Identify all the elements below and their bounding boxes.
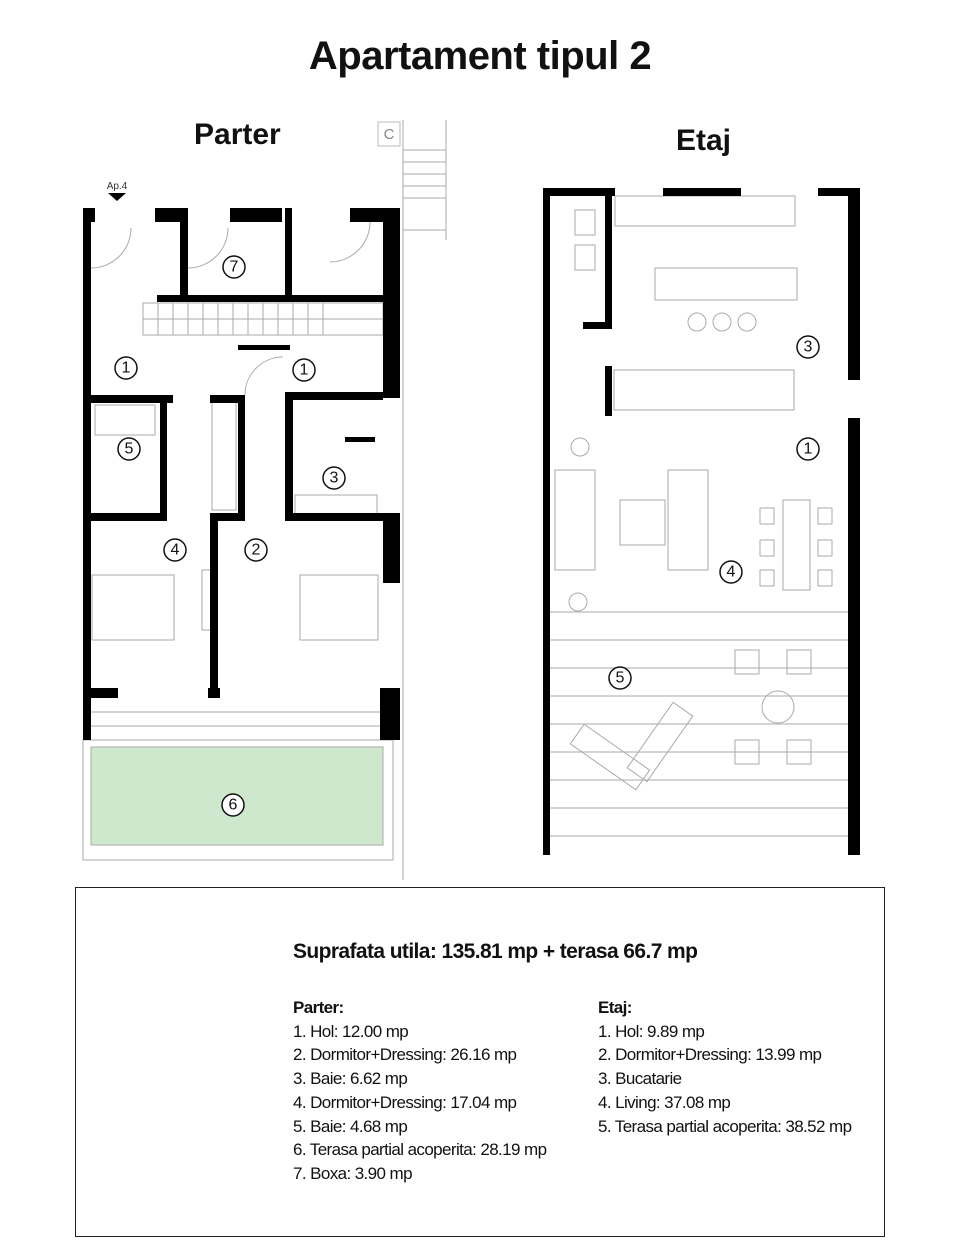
room-marker — [720, 561, 742, 583]
list-item: 3. Baie: 6.62 mp — [293, 1069, 408, 1089]
room-marker — [115, 357, 137, 379]
room-marker — [223, 256, 245, 278]
svg-text:6: 6 — [228, 796, 238, 814]
ground-floor-area-list — [293, 996, 546, 1186]
section-mark: C — [383, 126, 395, 143]
room-marker — [293, 359, 315, 381]
list-heading: Parter: — [293, 998, 344, 1017]
page-title: Apartament tipul 2 — [308, 34, 652, 78]
ground-floor-walls — [83, 208, 400, 740]
interior-stairs — [143, 303, 383, 335]
room-marker — [323, 467, 345, 489]
svg-text:4: 4 — [726, 563, 736, 581]
exterior-stairs — [403, 150, 446, 230]
room-marker — [797, 438, 819, 460]
upper-floor-heading: Etaj — [676, 124, 732, 157]
entrance-label: Ap.4 — [106, 181, 128, 192]
list-item: 1. Hol: 12.00 mp — [293, 1021, 409, 1041]
room-marker — [797, 336, 819, 358]
svg-text:1: 1 — [803, 440, 813, 458]
room-marker — [118, 438, 140, 460]
list-item: 5. Terasa partial acoperita: 38.52 mp — [598, 1116, 852, 1136]
list-item: 3. Bucatarie — [598, 1069, 682, 1089]
room-marker — [245, 539, 267, 561]
svg-text:4: 4 — [170, 541, 180, 559]
list-item: 2. Dormitor+Dressing: 26.16 mp — [293, 1045, 517, 1065]
furniture — [91, 222, 378, 640]
upper-floor-plan — [543, 188, 860, 855]
svg-text:7: 7 — [229, 258, 239, 276]
entrance-arrow-icon — [108, 193, 126, 201]
list-item: 2. Dormitor+Dressing: 13.99 mp — [598, 1045, 822, 1065]
ground-floor-plan — [83, 120, 446, 880]
svg-text:5: 5 — [124, 440, 134, 458]
svg-text:1: 1 — [121, 359, 131, 377]
list-item: 4. Living: 37.08 mp — [598, 1092, 731, 1112]
upper-floor-walls — [543, 188, 860, 855]
terrace-deck — [550, 612, 848, 836]
svg-text:3: 3 — [803, 338, 813, 356]
list-item: 1. Hol: 9.89 mp — [598, 1021, 705, 1041]
svg-text:2: 2 — [251, 541, 261, 559]
list-item: 6. Terasa partial acoperita: 28.19 mp — [293, 1140, 547, 1160]
svg-text:3: 3 — [329, 469, 339, 487]
room-marker — [164, 539, 186, 561]
room-marker — [609, 667, 631, 689]
kitchen-and-living-furniture — [555, 196, 832, 611]
upper-floor-area-list — [598, 996, 851, 1138]
list-item: 7. Boxa: 3.90 mp — [293, 1163, 412, 1183]
room-marker — [222, 794, 244, 816]
svg-text:5: 5 — [615, 669, 625, 687]
list-item: 5. Baie: 4.68 mp — [293, 1116, 408, 1136]
svg-text:1: 1 — [299, 361, 309, 379]
list-item: 4. Dormitor+Dressing: 17.04 mp — [293, 1092, 517, 1112]
ground-floor-heading: Parter — [194, 118, 281, 151]
list-heading: Etaj: — [598, 998, 632, 1017]
usable-area-summary: Suprafata utila: 135.81 mp + terasa 66.7 mp — [293, 940, 698, 963]
area-summary-box — [75, 887, 885, 1237]
